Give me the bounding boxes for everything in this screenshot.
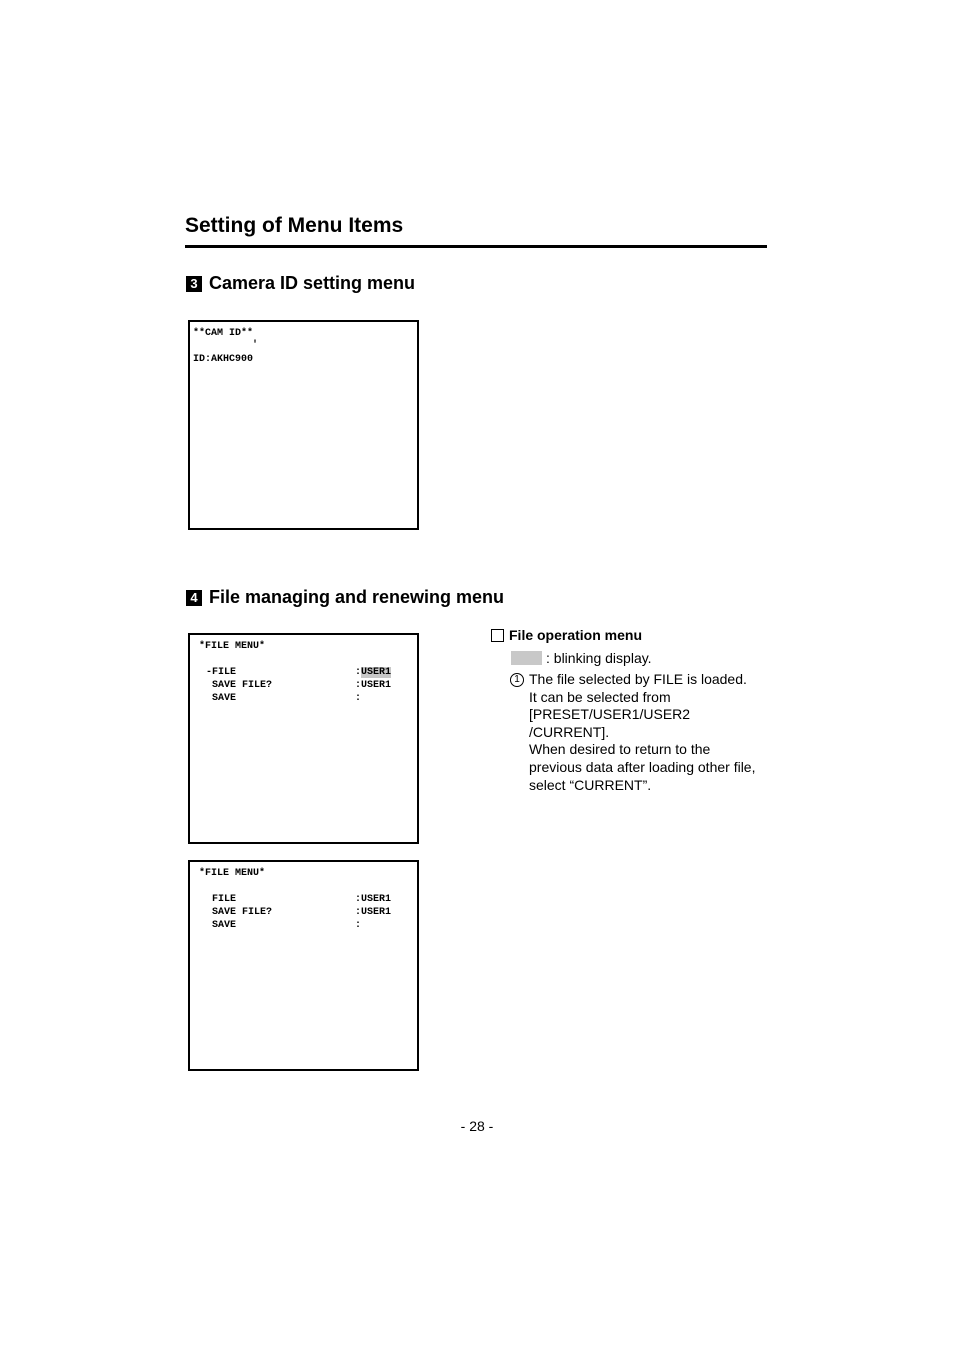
note-line: /CURRENT]. — [529, 723, 610, 740]
menu-row-value: :USER1 — [355, 680, 392, 691]
section-heading-text: File managing and renewing menu — [209, 587, 505, 607]
note-line: It can be selected from — [529, 688, 671, 705]
file-operation-menu-title — [491, 627, 642, 643]
note-line: [PRESET/USER1/USER2 — [529, 706, 691, 723]
note-line: select “CURRENT”. — [529, 776, 652, 793]
note-line: The file selected by FILE is loaded. — [529, 671, 747, 687]
blinking-value: USER1 — [361, 667, 392, 678]
menu-row-value: :USER1 — [355, 907, 392, 918]
section-camera-id-heading — [186, 273, 415, 294]
section-number-badge: 3 — [186, 276, 202, 292]
menu-row-label: SAVE — [206, 920, 237, 931]
section-file-menu-heading — [186, 587, 504, 608]
screen-id-line: ID:AKHC900 — [193, 354, 254, 365]
menu-row-value: : — [355, 920, 362, 931]
side-title-text: File operation menu — [509, 627, 643, 643]
screen-title: *FILE MENU* — [199, 641, 266, 652]
menu-row-value: :USER1 — [355, 894, 392, 905]
section-heading-text: Camera ID setting menu — [209, 273, 416, 293]
page-number: - 28 - — [460, 1118, 494, 1134]
file-menu-screen-1 — [188, 633, 419, 844]
menu-row-label: FILE — [206, 894, 237, 905]
menu-row-label: SAVE — [206, 693, 237, 704]
file-menu-screen-2 — [188, 860, 419, 1071]
menu-row-label: SAVE FILE? — [206, 907, 273, 918]
legend-text: : blinking display. — [546, 650, 652, 666]
note-line: previous data after loading other file, — [529, 758, 756, 775]
file-note — [510, 671, 770, 794]
section-number-badge: 4 — [186, 590, 202, 606]
camera-id-screen — [188, 320, 419, 530]
note-line: When desired to return to the — [529, 741, 711, 758]
title-rule — [185, 245, 767, 248]
screen-title: **CAM ID** — [193, 328, 254, 339]
checkbox-icon — [491, 629, 504, 642]
blinking-swatch-icon — [511, 651, 542, 665]
menu-row-label: SAVE FILE? — [206, 680, 273, 691]
menu-row-value: :USER1 — [355, 667, 392, 678]
blinking-legend — [511, 650, 652, 666]
page-title: Setting of Menu Items — [185, 214, 404, 237]
menu-row-value: : — [355, 693, 362, 704]
menu-row-label: -FILE — [206, 667, 237, 678]
screen-title: *FILE MENU* — [199, 868, 266, 879]
circled-number-icon: 1 — [510, 673, 524, 687]
screen-cursor: ' — [252, 340, 259, 351]
